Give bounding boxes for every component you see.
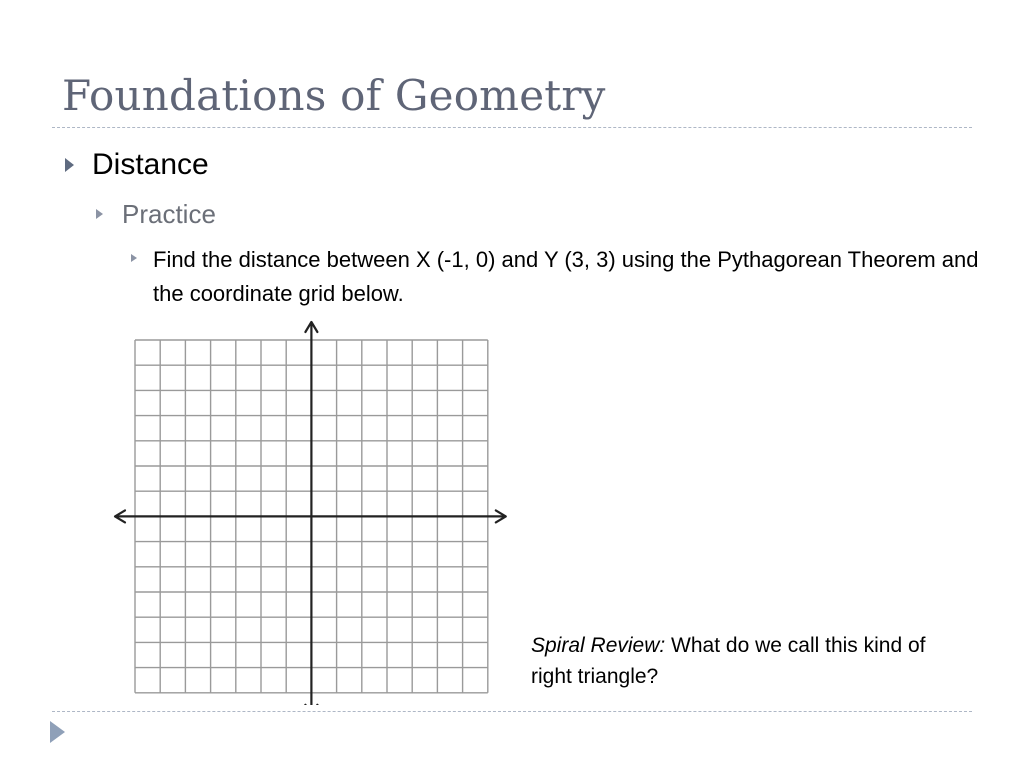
bullet-triangle-icon — [65, 158, 74, 172]
bullet-level1-text: Distance — [92, 148, 209, 181]
title-divider — [52, 127, 972, 128]
spiral-review-question: What do we call this kind of right triangle? — [531, 634, 926, 688]
bullet-triangle-icon — [96, 209, 103, 219]
spiral-review — [531, 630, 971, 692]
bullet-level3-text: Find the distance between X (-1, 0) and Y (3, 3) using the Pythagorean Theorem and the coordinate grid below. — [153, 247, 979, 306]
next-slide-arrow-icon[interactable] — [50, 721, 65, 743]
slide-title: Foundations of Geometry — [62, 71, 606, 120]
footer-divider — [52, 711, 972, 712]
bullet-level2-text: Practice — [122, 199, 216, 229]
coordinate-grid — [100, 310, 520, 705]
spiral-review-lead: Spiral Review: — [531, 634, 666, 657]
bullet-triangle-icon — [131, 254, 137, 262]
